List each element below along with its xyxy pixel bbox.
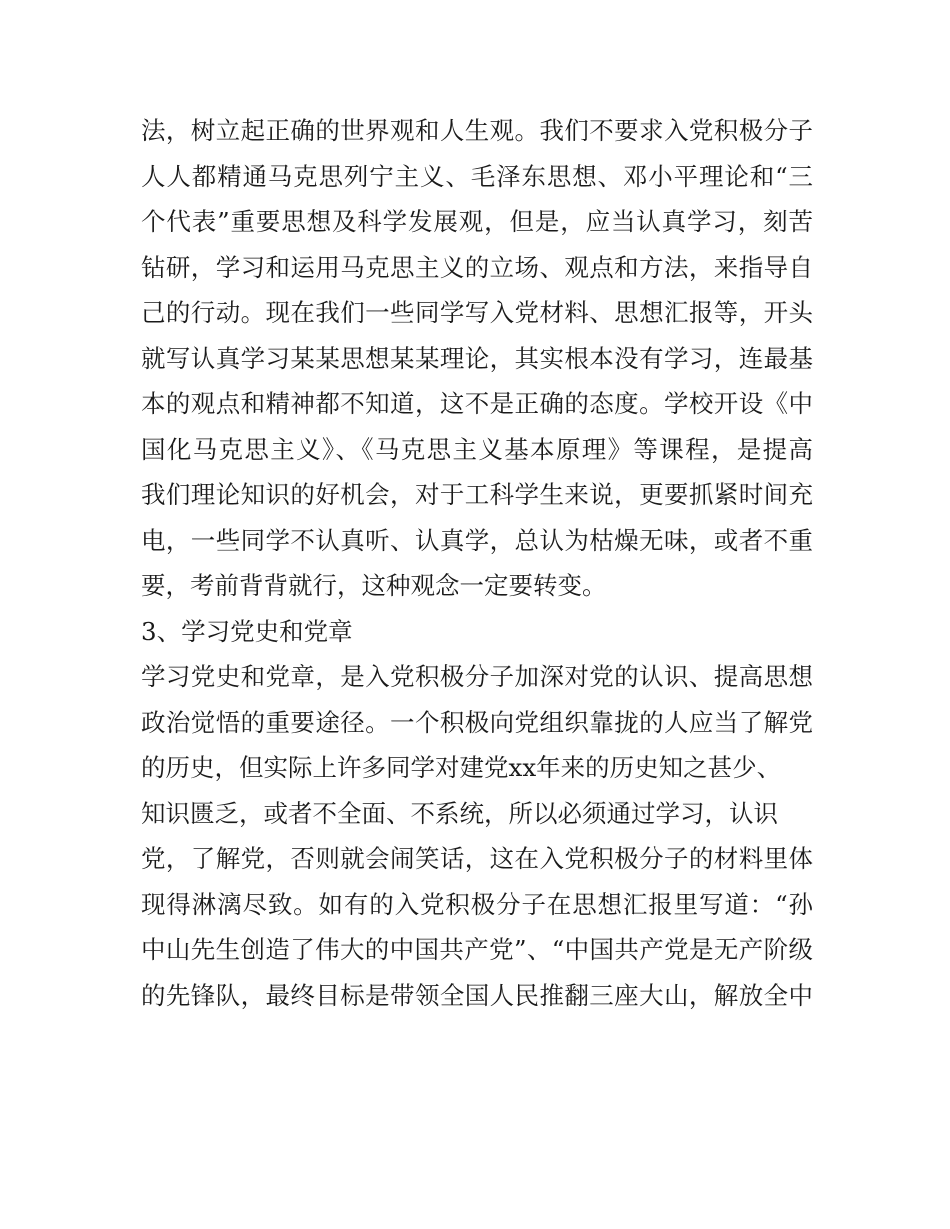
section-heading: 3、学习党史和党章	[141, 616, 353, 646]
text-line: 钻研，学习和运用马克思主义的立场、观点和方法，来指导自	[141, 252, 813, 282]
text-line: 的先锋队，最终目标是带领全国人民推翻三座大山，解放全中	[141, 980, 813, 1010]
text-line: 法，树立起正确的世界观和人生观。我们不要求入党积极分子	[141, 116, 813, 145]
document-body	[141, 108, 813, 1018]
text-line: 个代表”重要思想及科学发展观，但是，应当认真学习，刻苦	[141, 207, 813, 236]
text-line: 就写认真学习某某思想某某理论，其实根本没有学习，连最基	[141, 343, 813, 373]
text-line: 学习党史和党章，是入党积极分子加深对党的认识、提高思想	[141, 662, 813, 691]
text-line: 中山先生创造了伟大的中国共产党”、“中国共产党是无产阶级	[141, 935, 813, 964]
text-line: 政治觉悟的重要途径。一个积极向党组织靠拢的人应当了解党	[141, 707, 813, 737]
text-line: 现得淋漓尽致。如有的入党积极分子在思想汇报里写道：“孙	[141, 889, 813, 919]
text-line: 己的行动。现在我们一些同学写入党材料、思想汇报等，开头	[141, 298, 813, 327]
text-line: 知识匮乏，或者不全面、不系统，所以必须通过学习，认识	[141, 798, 778, 828]
text-line: 党，了解党，否则就会闹笑话，这在入党积极分子的材料里体	[141, 844, 813, 873]
text-line: 我们理论知识的好机会，对于工科学生来说，更要抓紧时间充	[141, 480, 813, 509]
text-line: 电，一些同学不认真听、认真学，总认为枯燥无味，或者不重	[141, 525, 813, 555]
text-line: 人人都精通马克思列宁主义、毛泽东思想、邓小平理论和“三	[141, 161, 813, 191]
text-line: 的历史，但实际上许多同学对建党xx年来的历史知之甚少、	[141, 753, 782, 782]
text-line: 本的观点和精神都不知道，这不是正确的态度。学校开设《中	[141, 389, 813, 418]
text-line: 国化马克思主义》、《马克思主义基本原理》等课程，是提高	[141, 434, 813, 464]
paragraph-end-line: 要，考前背背就行，这种观念一定要转变。	[141, 571, 607, 600]
